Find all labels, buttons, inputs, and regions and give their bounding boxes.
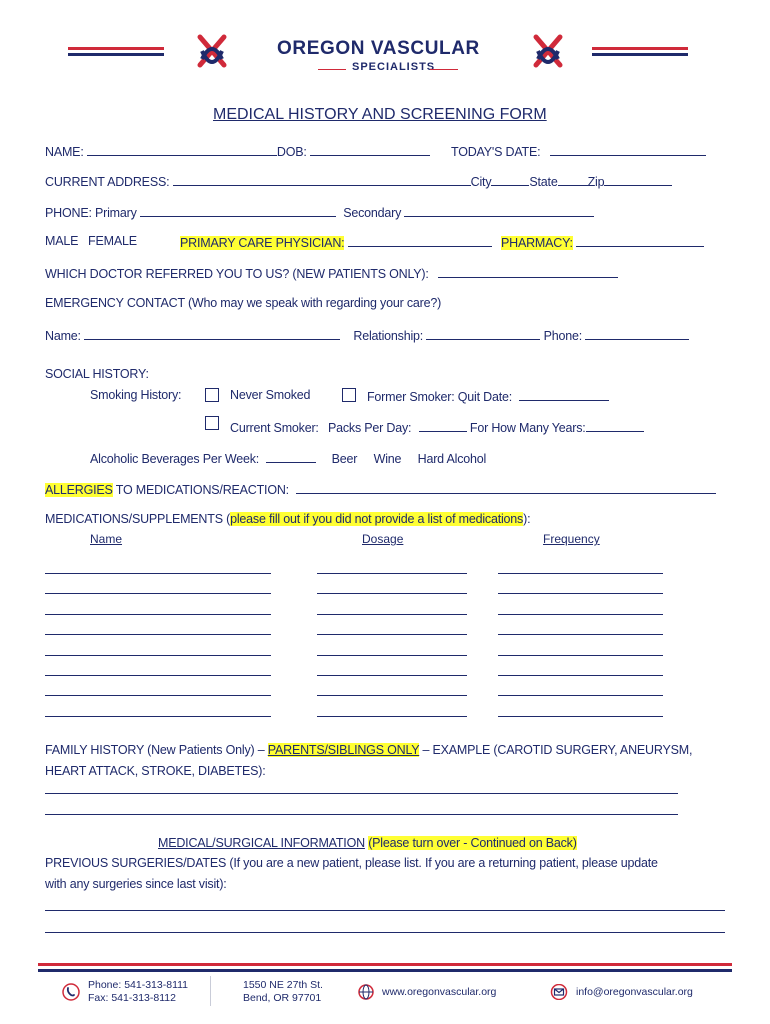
ec-name-label: Name: bbox=[45, 329, 81, 343]
packs-per-day-field[interactable] bbox=[419, 419, 467, 432]
footer-email[interactable]: info@oregonvascular.org bbox=[576, 986, 693, 998]
state-field[interactable] bbox=[558, 173, 588, 186]
former-smoker-checkbox[interactable] bbox=[342, 388, 356, 402]
page-title: MEDICAL HISTORY AND SCREENING FORM bbox=[213, 106, 547, 123]
former-smoker-label: Former Smoker: Quit Date: bbox=[367, 390, 513, 404]
address-field[interactable] bbox=[173, 173, 471, 186]
phone-primary-label: PHONE: Primary bbox=[45, 206, 137, 220]
how-many-years-field[interactable] bbox=[586, 419, 644, 432]
ec-relationship-label: Relationship: bbox=[353, 329, 424, 343]
family-history-label: FAMILY HISTORY (New Patients Only) – bbox=[45, 743, 268, 757]
pharmacy-field[interactable] bbox=[576, 234, 704, 247]
medication-name-field[interactable] bbox=[45, 695, 271, 696]
footer-divider bbox=[210, 976, 211, 1006]
medication-name-field[interactable] bbox=[45, 634, 271, 635]
medication-dosage-field[interactable] bbox=[317, 634, 467, 635]
today-row bbox=[451, 143, 706, 159]
medication-dosage-field[interactable] bbox=[317, 573, 467, 574]
today-label: TODAY'S DATE: bbox=[451, 145, 541, 159]
how-many-years-label: For How Many Years: bbox=[469, 421, 586, 435]
sex-options[interactable]: MALE FEMALE bbox=[45, 234, 137, 248]
referred-label: WHICH DOCTOR REFERRED YOU TO US? (NEW PATIENTS ONLY): bbox=[45, 267, 429, 281]
ec-phone-field[interactable] bbox=[585, 327, 689, 340]
column-name-header: Name bbox=[90, 532, 123, 546]
footer-stripe-navy bbox=[38, 969, 732, 972]
ec-relationship-field[interactable] bbox=[426, 327, 540, 340]
zip-field[interactable] bbox=[604, 173, 672, 186]
allergies-highlight: ALLERGIES bbox=[45, 483, 113, 497]
smoking-history-label: Smoking History: bbox=[90, 388, 182, 402]
name-field[interactable] bbox=[87, 143, 277, 156]
never-smoked-label: Never Smoked bbox=[230, 388, 311, 402]
logo-mark-icon bbox=[530, 33, 566, 73]
medication-frequency-field[interactable] bbox=[498, 695, 663, 696]
alcohol-row bbox=[90, 450, 486, 466]
medication-dosage-field[interactable] bbox=[317, 675, 467, 676]
family-history-field-2[interactable] bbox=[45, 814, 678, 815]
medication-frequency-field[interactable] bbox=[498, 593, 663, 594]
current-smoker-label: Current Smoker: bbox=[230, 421, 319, 435]
phone-secondary-field[interactable] bbox=[404, 204, 594, 217]
current-smoker-row bbox=[230, 419, 644, 435]
ec-phone-label: Phone: bbox=[543, 329, 583, 343]
column-frequency-header: Frequency bbox=[543, 532, 600, 546]
header-stripe-left-navy bbox=[68, 53, 164, 56]
medication-frequency-field[interactable] bbox=[498, 634, 663, 635]
header-stripe-right-navy bbox=[592, 53, 688, 56]
allergies-label: TO MEDICATIONS/REACTION: bbox=[112, 483, 289, 497]
footer-address-line2: Bend, OR 97701 bbox=[243, 992, 322, 1004]
medication-name-field[interactable] bbox=[45, 675, 271, 676]
name-label: NAME: bbox=[45, 145, 84, 159]
emergency-contact-row bbox=[45, 327, 689, 343]
phone-row bbox=[45, 204, 594, 220]
never-smoked-checkbox[interactable] bbox=[205, 388, 219, 402]
address-label: CURRENT ADDRESS: bbox=[45, 175, 170, 189]
footer-website[interactable]: www.oregonvascular.org bbox=[382, 986, 497, 998]
ec-name-field[interactable] bbox=[84, 327, 340, 340]
pcp-label: PRIMARY CARE PHYSICIAN: bbox=[180, 236, 345, 250]
previous-surgeries-field-1[interactable] bbox=[45, 910, 725, 911]
previous-surgeries-field-2[interactable] bbox=[45, 932, 725, 933]
logo-subtitle: SPECIALISTS bbox=[352, 61, 436, 73]
previous-surgeries-line1: PREVIOUS SURGERIES/DATES (If you are a new patient, please list. If you are a returning patient, please update bbox=[45, 856, 658, 870]
logo-rule-right bbox=[430, 69, 458, 70]
allergies-field[interactable] bbox=[296, 481, 716, 494]
family-history-line2: HEART ATTACK, STROKE, DIABETES): bbox=[45, 764, 266, 778]
emergency-contact-heading: EMERGENCY CONTACT (Who may we speak with regarding your care?) bbox=[45, 296, 442, 310]
zip-label: Zip bbox=[587, 175, 605, 189]
pharmacy-label: PHARMACY: bbox=[501, 236, 573, 250]
family-history-highlight: PARENTS/SIBLINGS ONLY bbox=[267, 743, 420, 757]
medication-frequency-field[interactable] bbox=[498, 573, 663, 574]
family-history-line1 bbox=[45, 743, 692, 757]
medication-name-field[interactable] bbox=[45, 593, 271, 594]
medication-name-field[interactable] bbox=[45, 655, 271, 656]
medication-frequency-field[interactable] bbox=[498, 614, 663, 615]
medications-heading bbox=[45, 512, 530, 526]
packs-per-day-label: Packs Per Day: bbox=[327, 421, 412, 435]
address-row bbox=[45, 173, 672, 189]
city-field[interactable] bbox=[491, 173, 529, 186]
family-history-example: – EXAMPLE (CAROTID SURGERY, ANEURYSM, bbox=[419, 743, 693, 757]
medication-name-field[interactable] bbox=[45, 716, 271, 717]
medication-frequency-field[interactable] bbox=[498, 655, 663, 656]
pcp-row bbox=[180, 234, 492, 250]
phone-primary-field[interactable] bbox=[140, 204, 336, 217]
logo-mark-icon bbox=[194, 33, 230, 73]
social-history-heading: SOCIAL HISTORY: bbox=[45, 367, 149, 381]
header-stripe-left-red bbox=[68, 47, 164, 50]
dob-field[interactable] bbox=[310, 143, 430, 156]
current-smoker-checkbox[interactable] bbox=[205, 416, 219, 430]
medication-frequency-field[interactable] bbox=[498, 716, 663, 717]
footer-phone: Phone: 541-313-8111 bbox=[88, 979, 189, 991]
column-dosage-header: Dosage bbox=[362, 532, 404, 546]
today-date-field[interactable] bbox=[550, 143, 706, 156]
phone-secondary-label: Secondary bbox=[343, 206, 402, 220]
pharmacy-row bbox=[501, 234, 704, 250]
family-history-field-1[interactable] bbox=[45, 793, 678, 794]
medsurg-note: (Please turn over - Continued on Back) bbox=[368, 836, 577, 850]
dob-label: DOB: bbox=[276, 145, 307, 159]
referred-row bbox=[45, 265, 618, 281]
former-smoker-row bbox=[367, 388, 609, 404]
medication-frequency-field[interactable] bbox=[498, 675, 663, 676]
medsurg-heading bbox=[158, 836, 577, 850]
medication-name-field[interactable] bbox=[45, 614, 271, 615]
alcohol-field[interactable] bbox=[266, 450, 316, 463]
medication-dosage-field[interactable] bbox=[317, 716, 467, 717]
footer-fax: Fax: 541-313-8112 bbox=[88, 992, 176, 1004]
alcohol-options[interactable]: Beer Wine Hard Alcohol bbox=[331, 452, 487, 466]
footer-address-line1: 1550 NE 27th St. bbox=[243, 979, 323, 991]
state-label: State bbox=[529, 175, 558, 189]
footer-stripe-red bbox=[38, 963, 732, 966]
medication-name-field[interactable] bbox=[45, 573, 271, 574]
quit-date-field[interactable] bbox=[519, 388, 609, 401]
previous-surgeries-line2: with any surgeries since last visit): bbox=[45, 877, 227, 891]
medication-dosage-field[interactable] bbox=[317, 695, 467, 696]
name-row bbox=[45, 143, 430, 159]
allergies-row bbox=[45, 481, 716, 497]
alcohol-label: Alcoholic Beverages Per Week: bbox=[90, 452, 260, 466]
globe-icon bbox=[358, 984, 374, 1000]
medications-label-end: ): bbox=[523, 512, 531, 526]
email-icon bbox=[550, 984, 568, 1000]
logo-title: OREGON VASCULAR bbox=[277, 38, 480, 59]
header-stripe-right-red bbox=[592, 47, 688, 50]
medication-dosage-field[interactable] bbox=[317, 614, 467, 615]
medications-instruction: please fill out if you did not provide a list of medications bbox=[230, 512, 524, 526]
pcp-field[interactable] bbox=[348, 234, 492, 247]
logo-rule-left bbox=[318, 69, 346, 70]
phone-icon bbox=[62, 983, 80, 1001]
medication-dosage-field[interactable] bbox=[317, 655, 467, 656]
referred-field[interactable] bbox=[438, 265, 618, 278]
city-label: City bbox=[470, 175, 492, 189]
medsurg-label: MEDICAL/SURGICAL INFORMATION bbox=[158, 836, 365, 850]
medication-dosage-field[interactable] bbox=[317, 593, 467, 594]
medications-label: MEDICATIONS/SUPPLEMENTS ( bbox=[45, 512, 231, 526]
